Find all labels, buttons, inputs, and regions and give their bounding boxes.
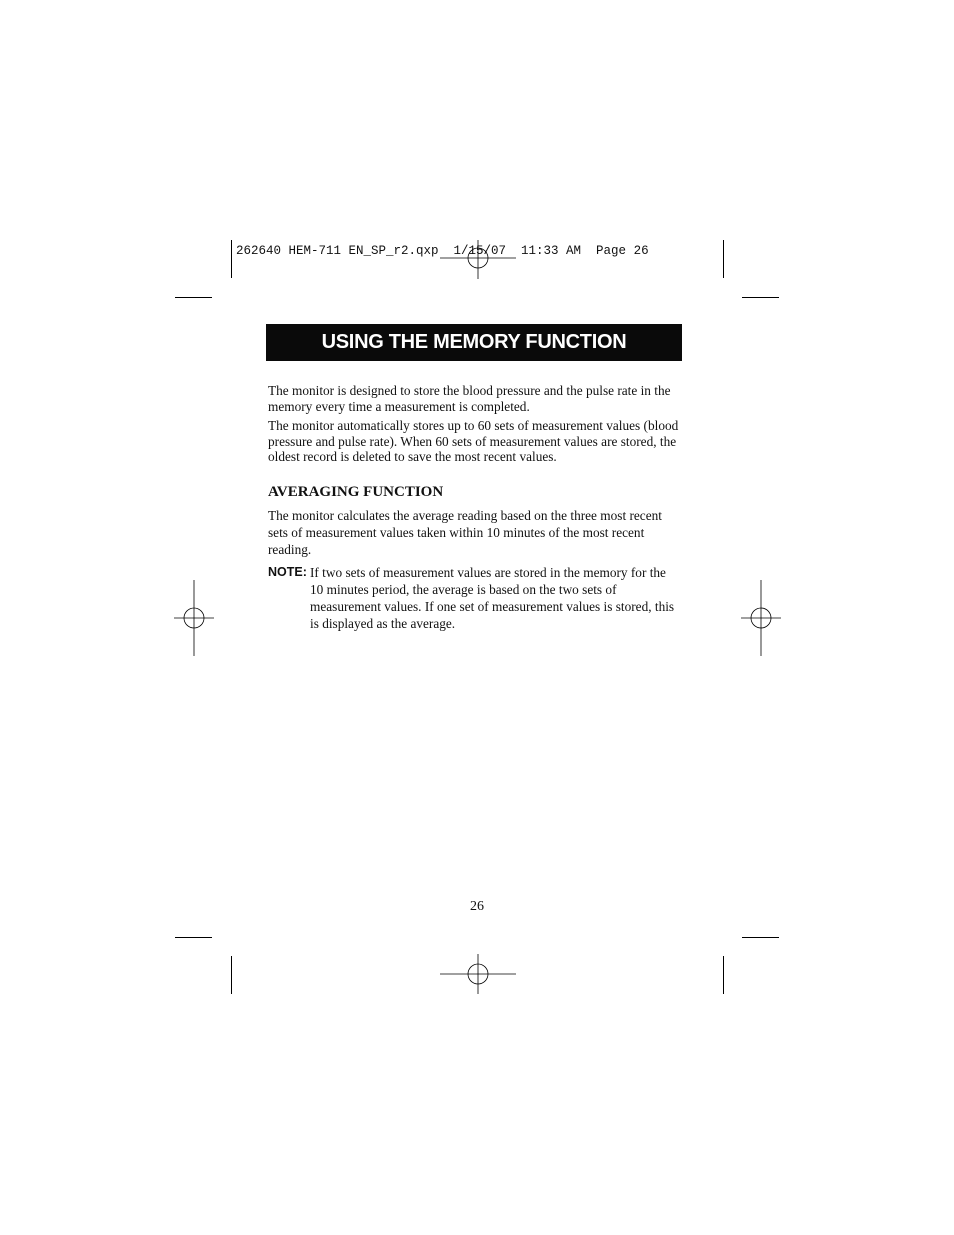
note-text: If two sets of measurement values are stored in the memory for the 10 minutes period, the average is based on the two sets of measurement values. If one set of measurement values is stored, this is displayed as the average. xyxy=(310,564,675,631)
registration-mark-icon xyxy=(440,954,516,996)
registration-mark-icon xyxy=(741,580,781,656)
page-number: 26 xyxy=(470,899,484,914)
note-label: NOTE: xyxy=(268,564,307,579)
registration-mark-icon xyxy=(440,237,516,279)
crop-mark xyxy=(175,297,212,298)
crop-mark xyxy=(723,240,724,278)
main-content xyxy=(268,383,682,632)
crop-mark xyxy=(723,956,724,994)
page-title: USING THE MEMORY FUNCTION xyxy=(266,324,682,361)
crop-mark xyxy=(175,937,212,938)
crop-mark xyxy=(742,937,779,938)
section-heading: AVERAGING FUNCTION xyxy=(268,483,444,500)
print-slug: 262640 HEM-711 EN_SP_r2.qxp 1/15/07 11:33 AM Page 26 xyxy=(236,244,649,258)
crop-mark xyxy=(231,956,232,994)
averaging-paragraph: The monitor calculates the average reading based on the three most recent sets of measurement values taken within 10 minutes of the most recent reading. xyxy=(268,507,662,557)
crop-mark xyxy=(742,297,779,298)
note-block xyxy=(268,564,682,632)
intro-paragraph: The monitor is designed to store the blood pressure and the pulse rate in the memory every time a measurement is completed. xyxy=(268,383,671,414)
registration-mark-icon xyxy=(174,580,214,656)
intro-paragraph: The monitor automatically stores up to 60 sets of measurement values (blood pressure and pulse rate). When 60 sets of measurement values are stored, the oldest record is deleted to save the most recent values. xyxy=(268,418,679,465)
crop-mark xyxy=(231,240,232,278)
